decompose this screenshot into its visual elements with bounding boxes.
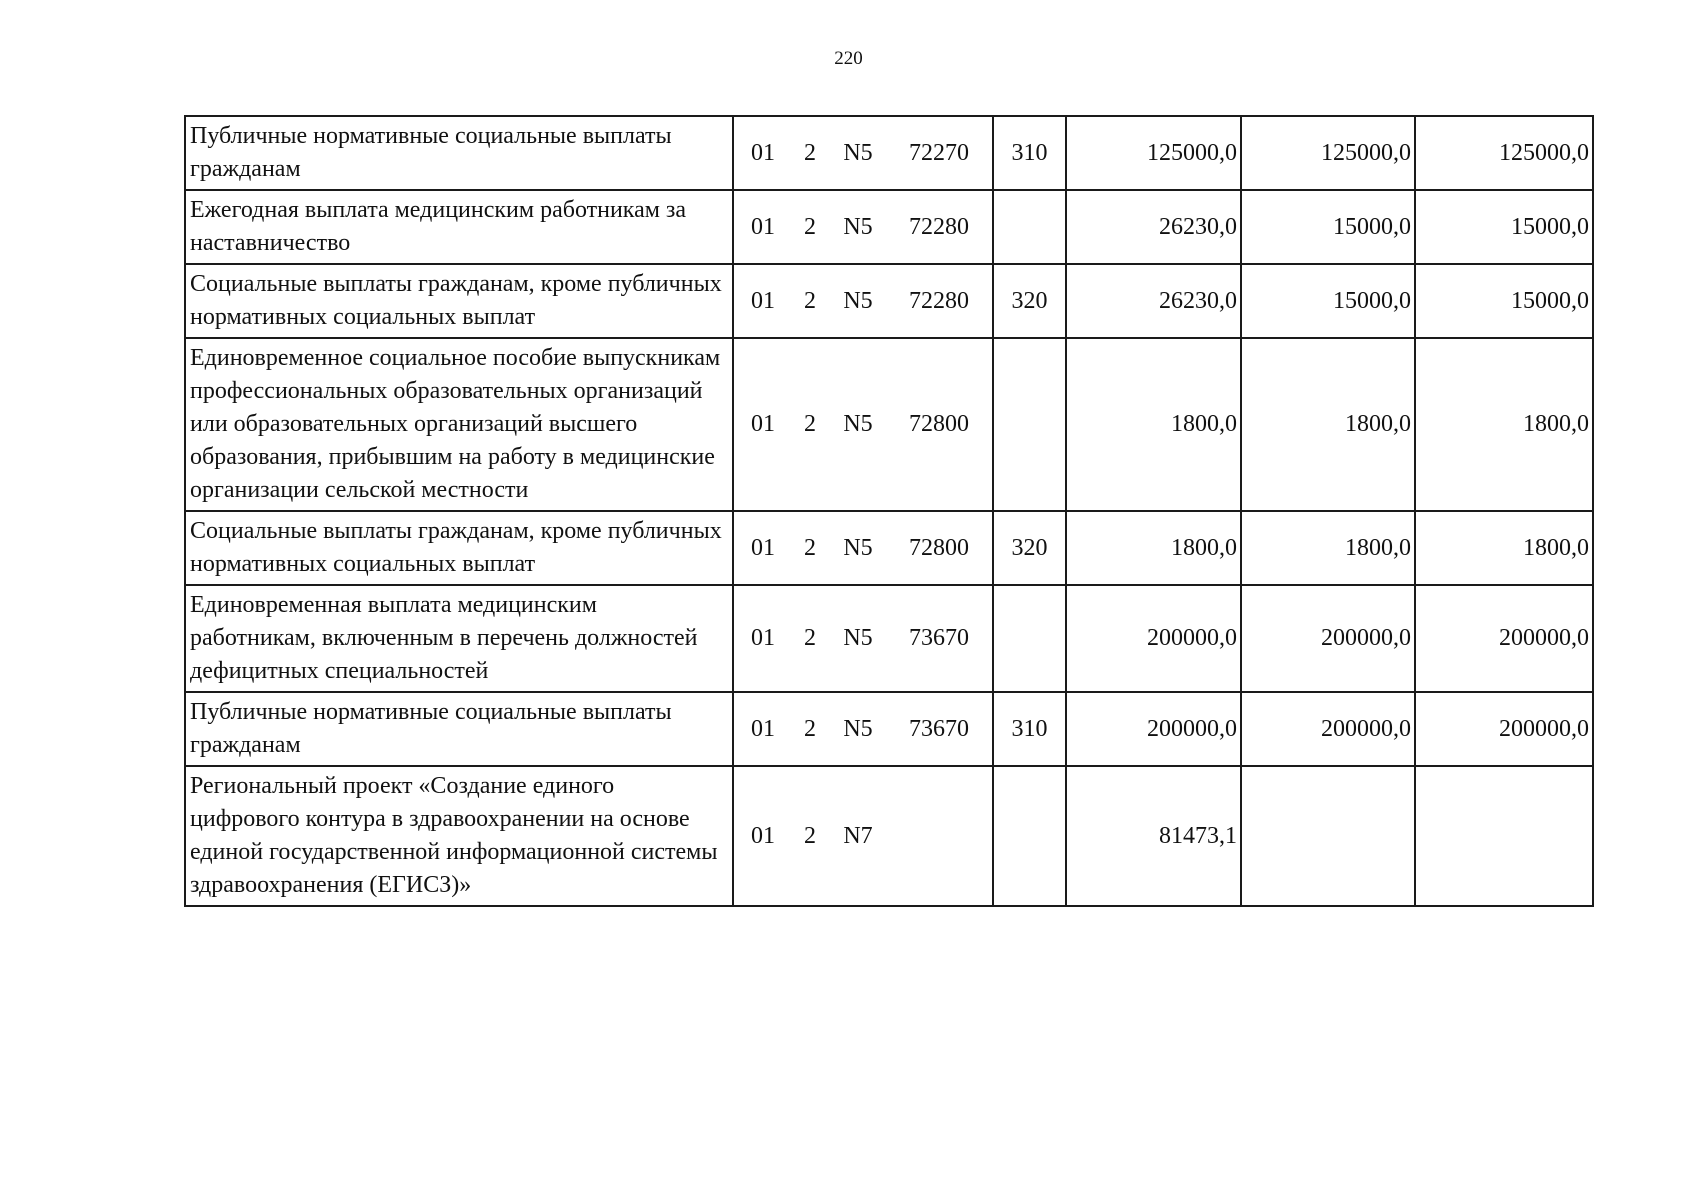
direction-code: 72270	[909, 139, 969, 166]
table-row	[185, 190, 1593, 264]
row-code-cell	[733, 766, 993, 906]
row-name: Публичные нормативные социальные выплаты гражданам	[185, 692, 733, 766]
budget-table	[184, 115, 1594, 907]
budget-classification-code	[734, 622, 992, 655]
sum-year-3: 1800,0	[1415, 511, 1593, 585]
row-code-cell	[733, 264, 993, 338]
row-name: Ежегодная выплата медицинским работникам за наставничество	[185, 190, 733, 264]
table-row	[185, 585, 1593, 692]
budget-classification-code	[734, 532, 992, 565]
project-code: N5	[843, 287, 873, 314]
program-code: 01	[751, 213, 775, 240]
sum-year-3: 200000,0	[1415, 585, 1593, 692]
row-name: Единовременная выплата медицинским работникам, включенным в перечень должностей дефицитных специальностей	[185, 585, 733, 692]
direction-code: 73670	[909, 625, 969, 651]
direction-code: 72800	[909, 411, 969, 437]
direction-code: 73670	[909, 715, 969, 742]
row-name: Социальные выплаты гражданам, кроме публичных нормативных социальных выплат	[185, 264, 733, 338]
sum-year-2: 125000,0	[1241, 116, 1415, 190]
project-code: N5	[843, 715, 873, 742]
expense-type	[993, 190, 1066, 264]
row-code-cell	[733, 190, 993, 264]
sum-year-1: 26230,0	[1066, 264, 1241, 338]
program-code: 01	[751, 625, 775, 651]
program-code: 01	[751, 534, 775, 561]
project-code: N7	[843, 822, 873, 849]
budget-classification-code	[734, 408, 992, 441]
row-code-cell	[733, 116, 993, 190]
sum-year-1: 200000,0	[1066, 692, 1241, 766]
sum-year-3: 200000,0	[1415, 692, 1593, 766]
sum-year-2	[1241, 766, 1415, 906]
row-code-cell	[733, 692, 993, 766]
sum-year-1: 200000,0	[1066, 585, 1241, 692]
subprogram-code: 2	[804, 411, 816, 437]
row-name: Публичные нормативные социальные выплаты гражданам	[185, 116, 733, 190]
sum-year-3: 1800,0	[1415, 338, 1593, 511]
expense-type	[993, 766, 1066, 906]
sum-year-3: 125000,0	[1415, 116, 1593, 190]
sum-year-3: 15000,0	[1415, 264, 1593, 338]
budget-classification-code	[734, 211, 992, 244]
program-code: 01	[751, 411, 775, 437]
direction-code: 72280	[909, 213, 969, 240]
expense-type: 310	[993, 692, 1066, 766]
table-row	[185, 766, 1593, 906]
budget-classification-code	[734, 713, 992, 746]
sum-year-1: 81473,1	[1066, 766, 1241, 906]
sum-year-2: 200000,0	[1241, 692, 1415, 766]
project-code: N5	[843, 625, 873, 651]
sum-year-3	[1415, 766, 1593, 906]
row-code-cell	[733, 585, 993, 692]
table-row	[185, 692, 1593, 766]
row-code-cell	[733, 338, 993, 511]
row-name: Региональный проект «Создание единого цифрового контура в здравоохранении на основе единой государственной информационной системы здравоохранения (ЕГИСЗ)»	[185, 766, 733, 906]
subprogram-code: 2	[804, 287, 816, 314]
sum-year-2: 1800,0	[1241, 511, 1415, 585]
table-row	[185, 264, 1593, 338]
sum-year-1: 1800,0	[1066, 338, 1241, 511]
table-row	[185, 116, 1593, 190]
sum-year-1: 26230,0	[1066, 190, 1241, 264]
project-code: N5	[843, 213, 873, 240]
project-code: N5	[843, 411, 873, 437]
program-code: 01	[751, 139, 775, 166]
sum-year-3: 15000,0	[1415, 190, 1593, 264]
table-row	[185, 338, 1593, 511]
table-body	[185, 116, 1593, 906]
project-code: N5	[843, 139, 873, 166]
project-code: N5	[843, 534, 873, 561]
table-row	[185, 511, 1593, 585]
expense-type: 320	[993, 511, 1066, 585]
page-number: 220	[834, 48, 863, 69]
subprogram-code: 2	[804, 139, 816, 166]
expense-type	[993, 585, 1066, 692]
subprogram-code: 2	[804, 213, 816, 240]
sum-year-2: 15000,0	[1241, 264, 1415, 338]
budget-classification-code	[734, 820, 992, 853]
row-name: Социальные выплаты гражданам, кроме публичных нормативных социальных выплат	[185, 511, 733, 585]
subprogram-code: 2	[804, 822, 816, 849]
expense-type	[993, 338, 1066, 511]
sum-year-2: 1800,0	[1241, 338, 1415, 511]
expense-type: 310	[993, 116, 1066, 190]
sum-year-1: 1800,0	[1066, 511, 1241, 585]
sum-year-1: 125000,0	[1066, 116, 1241, 190]
program-code: 01	[751, 287, 775, 314]
subprogram-code: 2	[804, 534, 816, 561]
expense-type: 320	[993, 264, 1066, 338]
direction-code: 72800	[909, 534, 969, 561]
sum-year-2: 200000,0	[1241, 585, 1415, 692]
row-name: Единовременное социальное пособие выпускникам профессиональных образовательных организаций или образовательных организаций высшего образования, прибывшим на работу в медицинские организации сельской местности	[185, 338, 733, 511]
program-code: 01	[751, 715, 775, 742]
budget-classification-code	[734, 285, 992, 318]
sum-year-2: 15000,0	[1241, 190, 1415, 264]
subprogram-code: 2	[804, 625, 816, 651]
direction-code: 72280	[909, 287, 969, 314]
program-code: 01	[751, 822, 775, 849]
subprogram-code: 2	[804, 715, 816, 742]
budget-classification-code	[734, 137, 992, 170]
row-code-cell	[733, 511, 993, 585]
